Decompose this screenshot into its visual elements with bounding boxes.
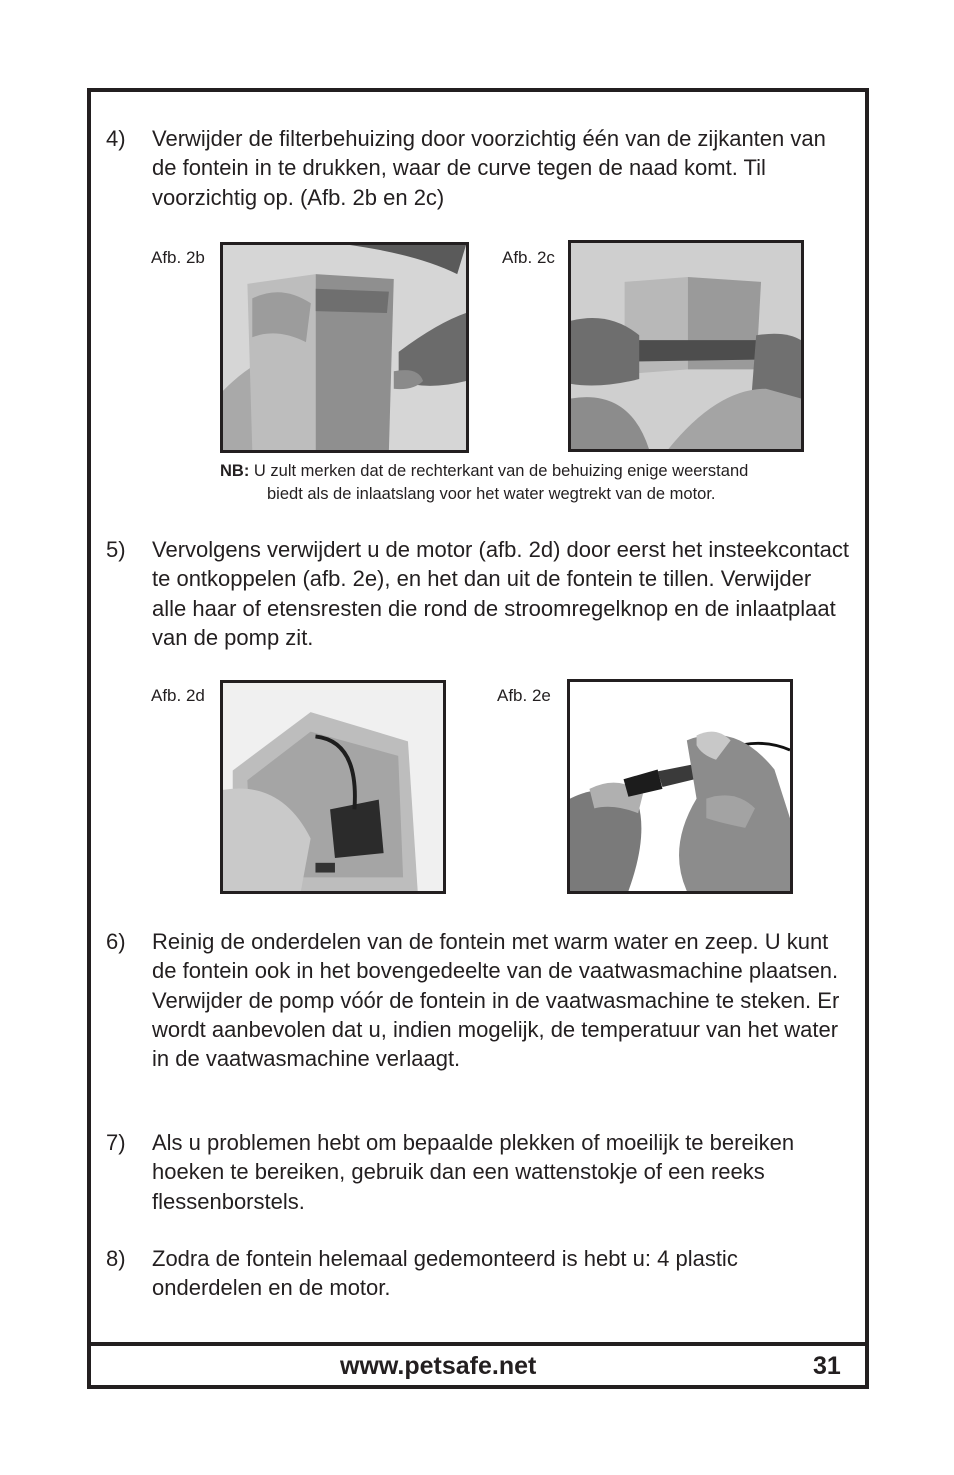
footer-divider [87, 1342, 869, 1346]
note-label: NB: [220, 462, 250, 480]
step-number: 6) [106, 929, 126, 954]
step-4 [106, 124, 851, 212]
step-number: 4) [106, 126, 126, 151]
figure-label-2c: Afb. 2c [502, 248, 555, 267]
step-text: Als u problemen hebt om bepaalde plekken of moeilijk te bereiken hoeken te bereiken, gebruik dan een wattenstokje of een reeks flessenborstels. [152, 1130, 795, 1214]
step-text: Zodra de fontein helemaal gedemonteerd is hebt u: 4 plastic onderdelen en de motor. [152, 1246, 738, 1301]
step-6 [106, 927, 851, 1073]
figure-label-2e: Afb. 2e [497, 686, 551, 705]
photo-2c [568, 240, 804, 452]
step-8 [106, 1244, 851, 1303]
step-5 [106, 535, 851, 652]
step-number: 5) [106, 537, 126, 562]
photo-2d [220, 680, 446, 894]
step-number: 8) [106, 1246, 126, 1271]
step-text: Reinig de onderdelen van de fontein met warm water en zeep. U kunt de fontein ook in het bovengedeelte van de vaatwasmachine plaatsen. Verwijder de pomp vóór de fontein in de vaatwasmachine te steken. Er wordt aanbevolen dat u, indien mogelijk, de temperatuur van het water in de vaatwasmachine verlaagt. [152, 929, 840, 1072]
figure-label-2b: Afb. 2b [151, 248, 205, 267]
step-text: Vervolgens verwijdert u de motor (afb. 2d) door eerst het insteekcontact te ontkoppelen (afb. 2e), en het dan uit de fontein te tillen. Verwijder alle haar of etensresten die rond de stroomregelknop en de inlaatplaat van de pomp zit. [152, 537, 850, 650]
note-line-2: biedt als de inlaatslang voor het water wegtrekt van de motor. [267, 485, 716, 503]
website-link[interactable]: www.petsafe.net [340, 1352, 537, 1380]
photo-2e [567, 679, 793, 894]
note [220, 460, 845, 506]
step-number: 7) [106, 1130, 126, 1155]
note-line-1: U zult merken dat de rechterkant van de behuizing enige weerstand [249, 462, 749, 480]
step-text: Verwijder de filterbehuizing door voorzichtig één van de zijkanten van de fontein in te drukken, waar de curve tegen de naad komt. Til voorzichtig op. (Afb. 2b en 2c) [152, 126, 826, 210]
figure-label-2d: Afb. 2d [151, 686, 205, 705]
step-7 [106, 1128, 851, 1216]
page-number: 31 [813, 1352, 841, 1380]
photo-2b [220, 242, 469, 453]
